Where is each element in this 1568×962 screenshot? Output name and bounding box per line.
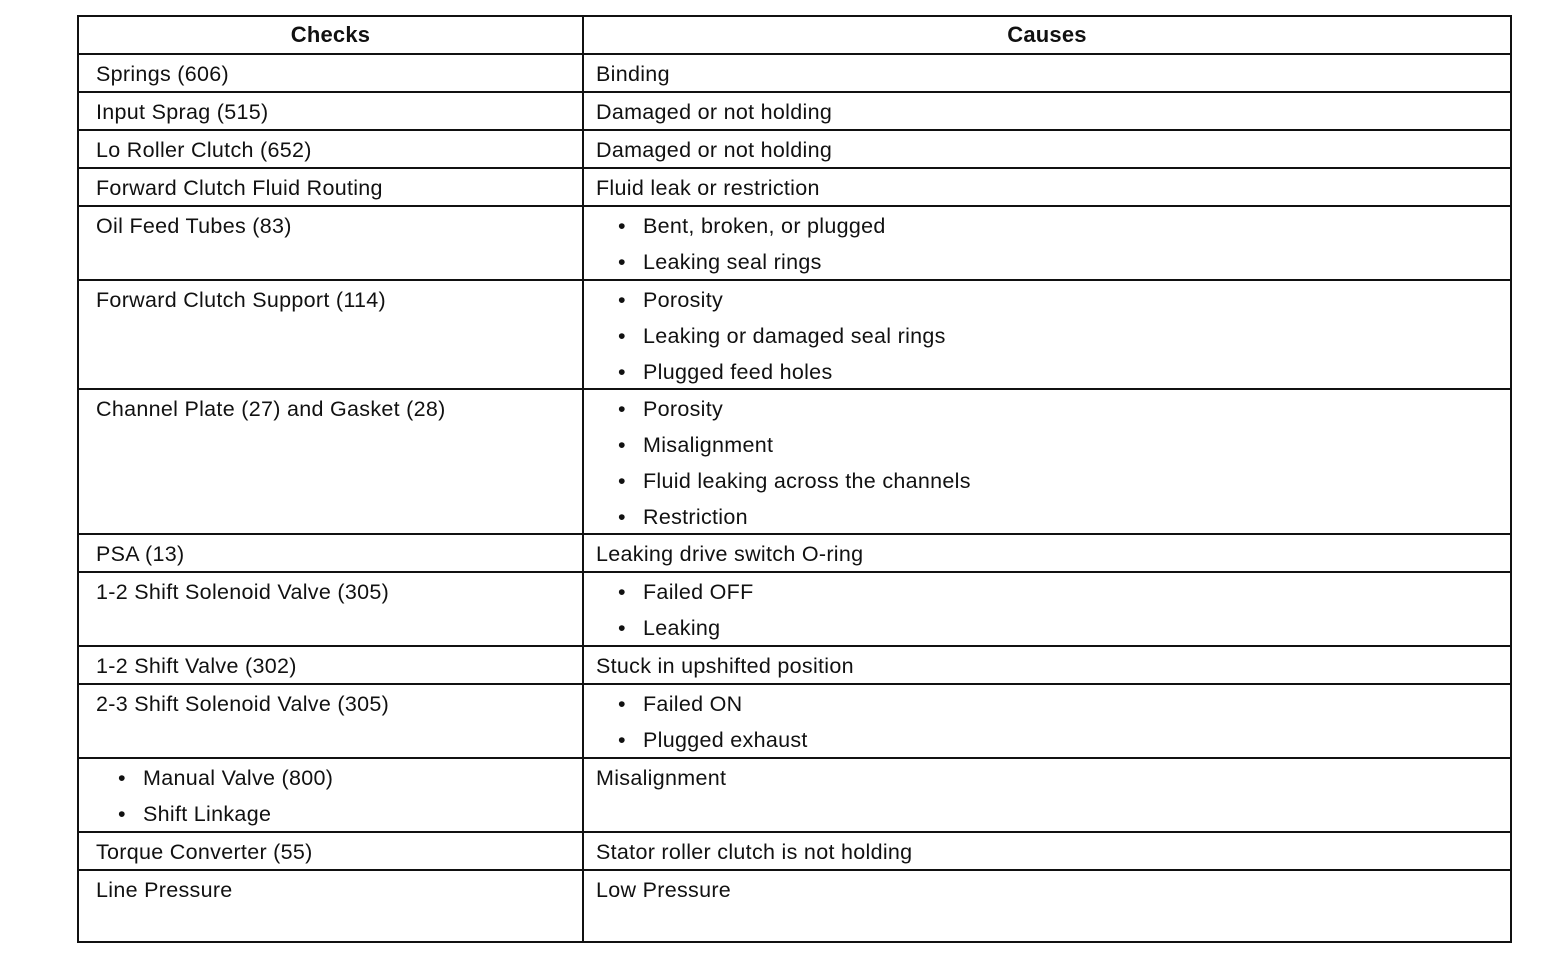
cause-cell [583,832,1511,870]
cause-item [596,214,1500,250]
cause-cell [583,168,1511,206]
column-header-causes: Causes [583,16,1511,54]
diagnosis-table-container [77,15,1510,943]
check-item: Input Sprag (515) [96,100,269,124]
cause-item [596,324,1500,360]
bullet-icon: • [618,692,626,716]
cause-item: Low Pressure [596,878,732,902]
bullet-icon: • [118,766,126,790]
cause-cell [583,572,1511,646]
bullet-icon: • [618,397,626,421]
cause-item: Stuck in upshifted position [596,654,854,678]
cause-cell [583,54,1511,92]
check-cell [78,168,583,206]
cause-cell [583,280,1511,389]
table-row [78,572,1511,646]
cause-cell [583,684,1511,758]
cause-cell [583,92,1511,130]
cause-cell [583,870,1511,942]
cause-text: Porosity [643,397,724,421]
cause-item: Fluid leak or restriction [596,176,820,200]
check-item [96,802,572,828]
bullet-icon: • [618,616,626,640]
cause-item [596,397,1500,433]
cause-text: Leaking seal rings [643,250,822,274]
cause-item: Damaged or not holding [596,100,833,124]
cause-text: Failed OFF [643,580,754,604]
cause-item [596,692,1500,728]
check-cell [78,684,583,758]
bullet-icon: • [618,728,626,752]
bullet-icon: • [618,469,626,493]
bullet-icon: • [618,433,626,457]
table-row [78,534,1511,572]
check-item: Oil Feed Tubes (83) [96,214,292,238]
diagnosis-table [77,15,1512,943]
bullet-icon: • [618,250,626,274]
cause-text: Bent, broken, or plugged [643,214,886,238]
check-item: Springs (606) [96,62,229,86]
table-row [78,758,1511,832]
check-cell [78,758,583,832]
column-header-checks: Checks [78,16,583,54]
table-row [78,646,1511,684]
check-item: Line Pressure [96,878,233,902]
cause-cell [583,206,1511,280]
cause-item [596,433,1500,469]
bullet-icon: • [618,580,626,604]
cause-item [596,288,1500,324]
check-cell [78,130,583,168]
cause-item: Binding [596,62,670,86]
check-item: 1-2 Shift Valve (302) [96,654,297,678]
table-row [78,870,1511,942]
check-cell [78,206,583,280]
cause-text: Leaking or damaged seal rings [643,324,946,348]
bullet-icon: • [618,288,626,312]
cause-item [596,250,1500,276]
table-row [78,168,1511,206]
table-row [78,206,1511,280]
check-item: Forward Clutch Support (114) [96,288,387,312]
cause-item: Damaged or not holding [596,138,833,162]
check-item: PSA (13) [96,542,185,566]
table-row [78,54,1511,92]
check-cell [78,870,583,942]
check-item: Forward Clutch Fluid Routing [96,176,383,200]
check-item: Torque Converter (55) [96,840,313,864]
bullet-icon: • [118,802,126,826]
cause-text: Leaking [643,616,721,640]
table-row [78,389,1511,534]
check-item: 1-2 Shift Solenoid Valve (305) [96,580,390,604]
cause-cell [583,389,1511,534]
check-item: Channel Plate (27) and Gasket (28) [96,397,446,421]
check-item: 2-3 Shift Solenoid Valve (305) [96,692,390,716]
cause-item [596,728,1500,754]
cause-item: Stator roller clutch is not holding [596,840,913,864]
check-cell [78,280,583,389]
cause-text: Restriction [643,505,748,529]
cause-cell [583,534,1511,572]
cause-item [596,580,1500,616]
table-row [78,832,1511,870]
check-cell [78,54,583,92]
bullet-icon: • [618,505,626,529]
cause-cell [583,130,1511,168]
table-body [78,54,1511,942]
check-cell [78,389,583,534]
cause-item [596,505,1500,531]
table-row [78,684,1511,758]
table-row [78,130,1511,168]
check-cell [78,92,583,130]
check-cell [78,534,583,572]
table-row [78,92,1511,130]
check-text: Manual Valve (800) [143,766,334,790]
check-item [96,766,572,802]
cause-text: Porosity [643,288,724,312]
check-cell [78,572,583,646]
table-row [78,280,1511,389]
check-item: Lo Roller Clutch (652) [96,138,312,162]
bullet-icon: • [618,214,626,238]
cause-text: Failed ON [643,692,743,716]
check-cell [78,832,583,870]
cause-text: Fluid leaking across the channels [643,469,971,493]
cause-item: Misalignment [596,766,727,790]
cause-text: Misalignment [643,433,774,457]
cause-item [596,616,1500,642]
cause-item [596,360,1500,386]
check-cell [78,646,583,684]
cause-cell [583,758,1511,832]
table-header-row [78,16,1511,54]
bullet-icon: • [618,360,626,384]
cause-text: Plugged exhaust [643,728,808,752]
cause-item [596,469,1500,505]
cause-item: Leaking drive switch O-ring [596,542,864,566]
cause-text: Plugged feed holes [643,360,833,384]
cause-cell [583,646,1511,684]
bullet-icon: • [618,324,626,348]
check-text: Shift Linkage [143,802,272,826]
